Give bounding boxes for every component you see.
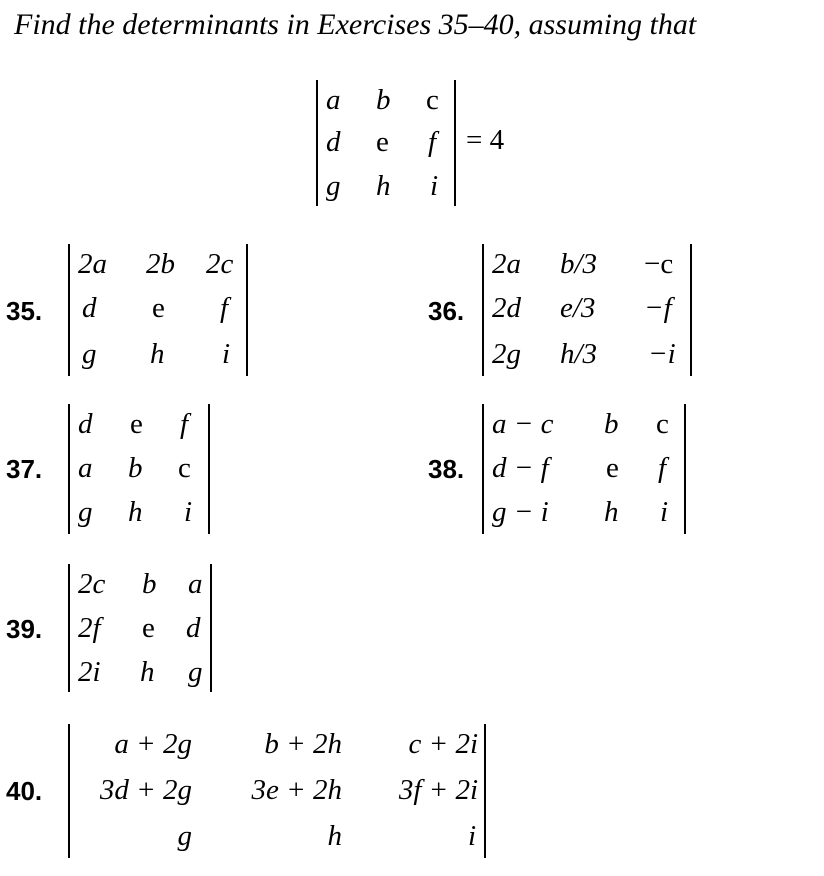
det-cell: −c [644, 248, 674, 280]
det-cell: a [188, 568, 203, 600]
exercise-39-determinant [68, 564, 212, 692]
exercise-38-determinant [482, 404, 686, 534]
det-cell: e/3 [560, 292, 596, 324]
det-cell: b [376, 84, 391, 116]
exercise-number: 40. [6, 776, 43, 806]
det-cell: b [142, 568, 157, 600]
det-cell: 2c [206, 248, 234, 280]
given-equals: = 4 [466, 124, 505, 156]
exercise-number: 37. [6, 454, 43, 484]
det-cell: b + 2h [264, 728, 342, 760]
det-cell: e [142, 612, 155, 644]
det-cell: d − f [492, 452, 549, 484]
det-cell: h [140, 656, 155, 688]
det-cell: e [376, 126, 389, 158]
det-cell: 2a [492, 248, 521, 280]
det-cell: 2f [78, 612, 101, 644]
det-cell: c [656, 408, 669, 440]
exercise-number: 35. [6, 296, 43, 326]
det-cell: g [82, 338, 97, 370]
det-cell: b [128, 452, 143, 484]
det-cell: b [604, 408, 619, 440]
det-cell: d [82, 292, 97, 324]
det-cell: −f [644, 292, 672, 324]
det-cell: e [606, 452, 619, 484]
det-cell: i [430, 170, 439, 202]
exercise-number: 38. [428, 454, 465, 484]
exercise-35-determinant [68, 244, 248, 376]
exercise-instructions: Find the determinants in Exercises 35–40, assuming that [14, 8, 697, 41]
given-determinant [316, 80, 456, 206]
det-cell: g [188, 656, 203, 688]
det-cell: a − c [492, 408, 554, 440]
det-cell: g [326, 170, 341, 202]
exercise-36-determinant [482, 244, 692, 376]
det-cell: c + 2i [408, 728, 478, 760]
det-cell: i [184, 496, 193, 528]
det-cell: e [130, 408, 143, 440]
det-cell: h [150, 338, 165, 370]
det-cell: i [467, 820, 476, 852]
det-cell: b/3 [560, 248, 598, 280]
det-cell: h [376, 170, 391, 202]
det-cell: c [178, 452, 191, 484]
det-cell: d [326, 126, 341, 158]
det-cell: 2i [78, 656, 101, 688]
det-cell: a [326, 84, 341, 116]
det-cell: c [426, 84, 439, 116]
det-cell: f [428, 126, 437, 158]
det-cell: g [177, 820, 192, 852]
det-cell: f [220, 292, 229, 324]
det-cell: 2b [146, 248, 175, 280]
det-cell: i [222, 338, 231, 370]
det-cell: 3f + 2i [398, 774, 478, 806]
det-cell: 3d + 2g [99, 774, 192, 806]
det-cell: f [658, 452, 667, 484]
exercise-40-determinant [68, 724, 486, 858]
det-cell: d [78, 408, 93, 440]
det-cell: g − i [492, 496, 549, 528]
det-cell: 2g [492, 338, 521, 370]
det-cell: −i [648, 338, 676, 370]
det-cell: e [152, 292, 165, 324]
det-cell: 2a [78, 248, 107, 280]
exercise-37-determinant [68, 404, 210, 534]
det-cell: 2c [78, 568, 106, 600]
det-cell: a + 2g [114, 728, 192, 760]
det-cell: g [78, 496, 93, 528]
det-cell: h [128, 496, 143, 528]
det-cell: h [604, 496, 619, 528]
det-cell: 3e + 2h [251, 774, 342, 806]
det-cell: a [78, 452, 93, 484]
det-cell: f [180, 408, 189, 440]
exercise-number: 36. [428, 296, 465, 326]
exercise-number: 39. [6, 614, 43, 644]
det-cell: 2d [492, 292, 521, 324]
det-cell: h/3 [560, 338, 598, 370]
det-cell: d [186, 612, 201, 644]
det-cell: h [327, 820, 342, 852]
det-cell: i [660, 496, 669, 528]
